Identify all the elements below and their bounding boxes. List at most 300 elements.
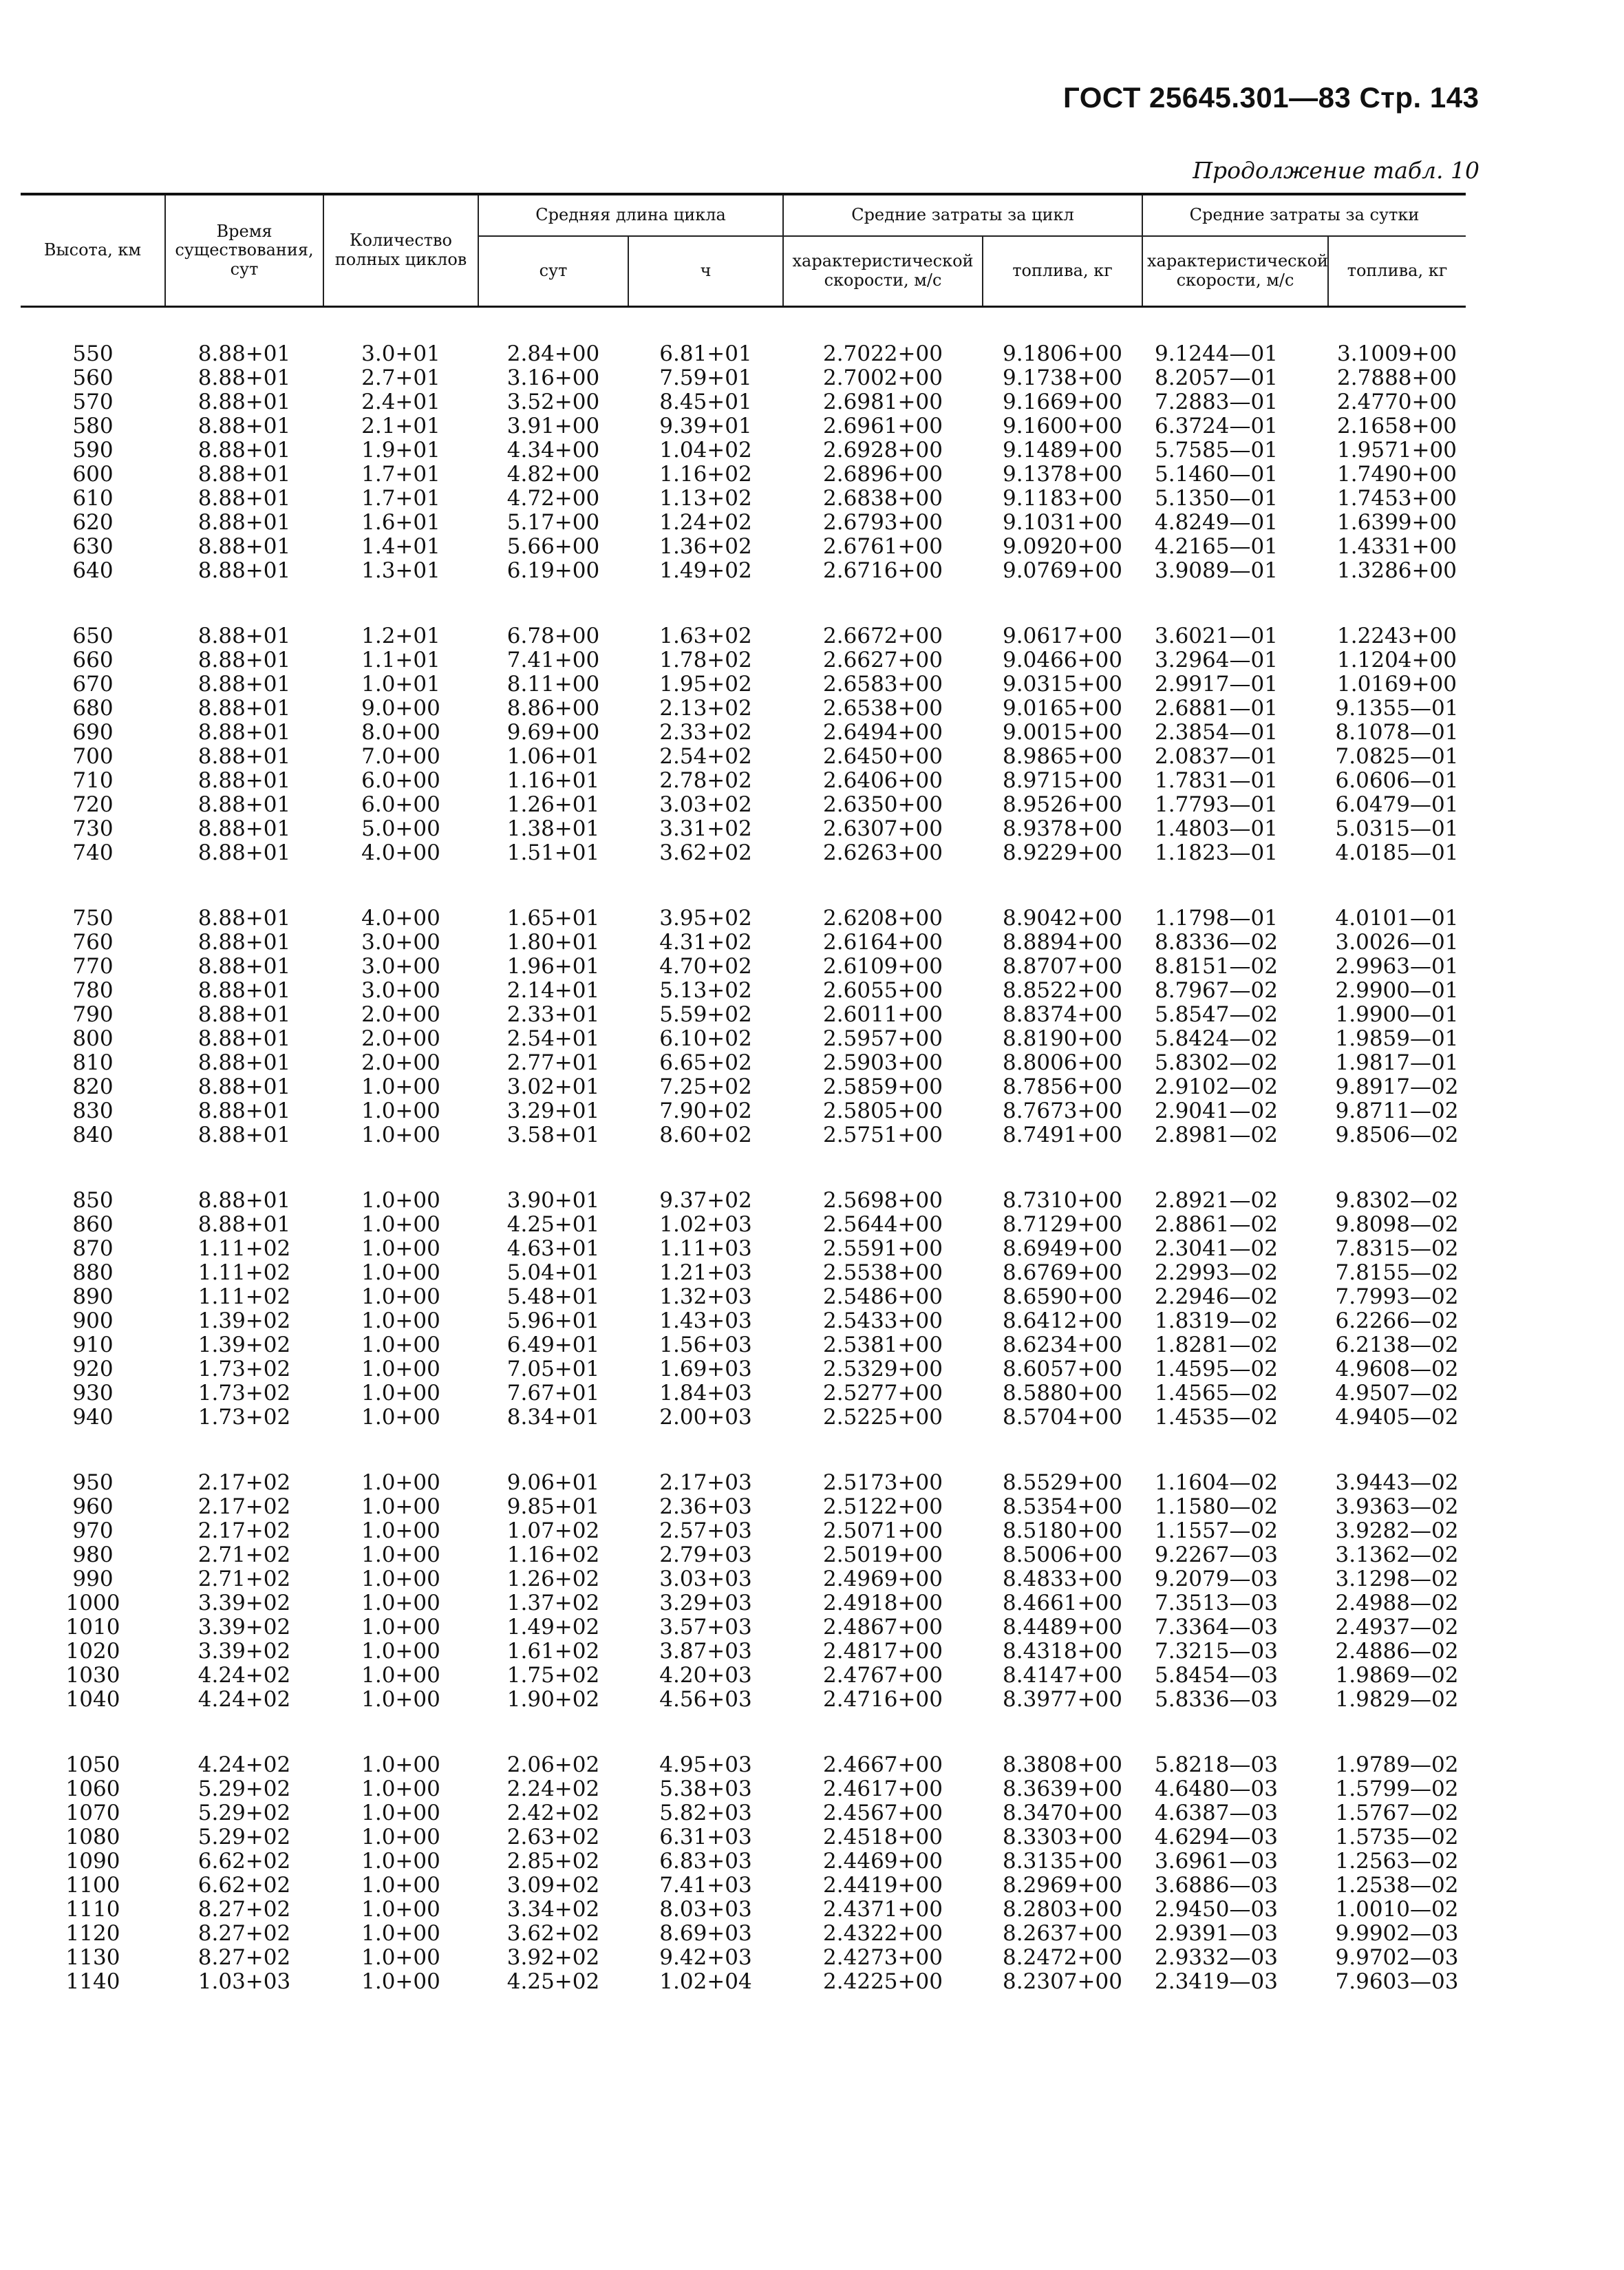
cell-lifetime: 8.88+01 bbox=[197, 930, 291, 955]
table-row bbox=[21, 1051, 1466, 1075]
cell-cycles: 1.0+00 bbox=[361, 1099, 440, 1123]
cell-lifetime: 4.24+02 bbox=[197, 1663, 291, 1688]
cell-cycle-hours: 7.90+02 bbox=[659, 1099, 752, 1123]
cell-day-char-velocity: 2.9102—02 bbox=[1155, 1074, 1278, 1099]
cell-cycle-hours: 5.13+02 bbox=[659, 978, 752, 1003]
cell-day-char-velocity: 5.1460—01 bbox=[1155, 462, 1278, 487]
table-row bbox=[21, 487, 1466, 511]
cell-cycle-fuel: 8.4318+00 bbox=[1003, 1639, 1122, 1664]
cell-day-fuel: 1.0169+00 bbox=[1337, 672, 1457, 697]
group-spacer-cell bbox=[21, 307, 1466, 343]
cell-cycle-days: 2.24+02 bbox=[506, 1776, 600, 1801]
cell-cycle-fuel: 8.2803+00 bbox=[1003, 1897, 1122, 1922]
cell-cycle-char-velocity: 2.6627+00 bbox=[823, 648, 943, 672]
cell-day-fuel: 6.0479—01 bbox=[1335, 792, 1459, 817]
cell-altitude: 930 bbox=[72, 1381, 114, 1406]
cell-day-fuel: 1.2563—02 bbox=[1335, 1849, 1459, 1874]
cell-day-fuel: 3.1009+00 bbox=[1337, 341, 1457, 366]
cell-cycle-fuel: 8.9378+00 bbox=[1003, 816, 1122, 841]
cell-cycles: 2.7+01 bbox=[361, 365, 440, 390]
cell-altitude: 800 bbox=[72, 1026, 114, 1051]
table-row bbox=[21, 1688, 1466, 1712]
cell-cycle-fuel: 8.4661+00 bbox=[1003, 1591, 1122, 1615]
cell-cycle-char-velocity: 2.5751+00 bbox=[823, 1123, 943, 1147]
table-row bbox=[21, 1922, 1466, 1946]
table-row bbox=[21, 931, 1466, 955]
table-row bbox=[21, 906, 1466, 931]
cell-day-fuel: 1.9817—01 bbox=[1335, 1050, 1459, 1075]
cell-lifetime: 8.88+01 bbox=[197, 558, 291, 583]
table-row bbox=[21, 366, 1466, 390]
cell-day-char-velocity: 5.7585—01 bbox=[1155, 438, 1278, 463]
cell-cycles: 2.0+00 bbox=[361, 1002, 440, 1027]
cell-altitude: 960 bbox=[72, 1494, 114, 1519]
cell-cycles: 4.0+00 bbox=[361, 906, 440, 931]
cell-cycle-char-velocity: 2.5071+00 bbox=[823, 1518, 943, 1543]
cell-cycle-char-velocity: 2.4716+00 bbox=[823, 1687, 943, 1712]
cell-altitude: 780 bbox=[72, 978, 114, 1003]
cell-cycle-char-velocity: 2.6793+00 bbox=[823, 510, 943, 535]
cell-cycle-hours: 1.69+03 bbox=[659, 1357, 752, 1381]
cell-day-char-velocity: 5.8336—03 bbox=[1155, 1687, 1278, 1712]
cell-cycle-char-velocity: 2.6716+00 bbox=[823, 558, 943, 583]
table-row bbox=[21, 1519, 1466, 1543]
cell-altitude: 920 bbox=[72, 1357, 114, 1381]
cell-lifetime: 8.88+01 bbox=[197, 1188, 291, 1213]
cell-altitude: 690 bbox=[72, 720, 114, 745]
cell-altitude: 1110 bbox=[65, 1897, 120, 1922]
cell-day-char-velocity: 5.8547—02 bbox=[1155, 1002, 1278, 1027]
cell-altitude: 1060 bbox=[65, 1776, 120, 1801]
cell-cycle-days: 1.90+02 bbox=[506, 1687, 600, 1712]
cell-cycle-hours: 4.95+03 bbox=[659, 1752, 752, 1777]
table-row bbox=[21, 438, 1466, 463]
cell-cycles: 1.0+00 bbox=[361, 1074, 440, 1099]
cell-cycle-fuel: 8.2637+00 bbox=[1003, 1921, 1122, 1946]
cell-cycle-hours: 1.84+03 bbox=[659, 1381, 752, 1406]
cell-cycles: 3.0+00 bbox=[361, 930, 440, 955]
cell-cycles: 2.0+00 bbox=[361, 1026, 440, 1051]
group-spacer-cell bbox=[21, 1430, 1466, 1471]
cell-cycle-days: 1.26+01 bbox=[506, 792, 600, 817]
cell-cycle-char-velocity: 2.6406+00 bbox=[823, 768, 943, 793]
cell-cycle-fuel: 8.6949+00 bbox=[1003, 1236, 1122, 1261]
cell-cycle-days: 4.25+01 bbox=[506, 1212, 600, 1237]
group-spacer-cell bbox=[21, 583, 1466, 624]
cell-day-char-velocity: 7.3364—03 bbox=[1155, 1615, 1278, 1640]
cell-lifetime: 8.88+01 bbox=[197, 978, 291, 1003]
cell-cycle-hours: 1.43+03 bbox=[659, 1308, 752, 1333]
cell-cycle-days: 1.16+01 bbox=[506, 768, 600, 793]
cell-cycle-days: 3.29+01 bbox=[506, 1099, 600, 1123]
cell-altitude: 820 bbox=[72, 1074, 114, 1099]
cell-cycle-fuel: 9.1806+00 bbox=[1003, 341, 1122, 366]
table-row bbox=[21, 1874, 1466, 1898]
cell-cycle-days: 1.80+01 bbox=[506, 930, 600, 955]
cell-cycle-hours: 8.60+02 bbox=[659, 1123, 752, 1147]
cell-altitude: 970 bbox=[72, 1518, 114, 1543]
cell-cycle-fuel: 8.8190+00 bbox=[1003, 1026, 1122, 1051]
cell-day-fuel: 9.8917—02 bbox=[1335, 1074, 1459, 1099]
cell-day-char-velocity: 1.1580—02 bbox=[1155, 1494, 1278, 1519]
cell-cycles: 1.1+01 bbox=[361, 648, 440, 672]
cell-cycle-char-velocity: 2.4469+00 bbox=[823, 1849, 943, 1874]
table-row bbox=[21, 414, 1466, 438]
header-avg-cycle-length: Средняя длина цикла bbox=[478, 194, 783, 236]
cell-cycle-fuel: 9.1183+00 bbox=[1003, 486, 1122, 511]
cell-lifetime: 8.88+01 bbox=[197, 768, 291, 793]
cell-day-char-velocity: 2.3041—02 bbox=[1155, 1236, 1278, 1261]
cell-cycle-hours: 3.31+02 bbox=[659, 816, 752, 841]
header-cycles: Количество полных циклов bbox=[323, 194, 478, 307]
table-row bbox=[21, 648, 1466, 672]
cell-cycle-days: 7.67+01 bbox=[506, 1381, 600, 1406]
cell-cycles: 1.0+00 bbox=[361, 1260, 440, 1285]
header-cycle-char-velocity: характеристической скорости, м/с bbox=[783, 236, 983, 307]
cell-lifetime: 8.88+01 bbox=[197, 816, 291, 841]
cell-altitude: 750 bbox=[72, 906, 114, 931]
cell-lifetime: 3.39+02 bbox=[197, 1591, 291, 1615]
cell-lifetime: 2.17+02 bbox=[197, 1518, 291, 1543]
cell-altitude: 1120 bbox=[65, 1921, 120, 1946]
cell-day-char-velocity: 3.9089—01 bbox=[1155, 558, 1278, 583]
cell-altitude: 760 bbox=[72, 930, 114, 955]
cell-cycles: 3.0+00 bbox=[361, 954, 440, 979]
cell-cycle-char-velocity: 2.4419+00 bbox=[823, 1873, 943, 1898]
header-day-fuel: топлива, кг bbox=[1328, 236, 1466, 307]
table-row bbox=[21, 793, 1466, 817]
cell-cycle-fuel: 8.9715+00 bbox=[1003, 768, 1122, 793]
cell-cycle-days: 4.82+00 bbox=[506, 462, 600, 487]
cell-cycle-hours: 3.29+03 bbox=[659, 1591, 752, 1615]
cell-cycle-char-velocity: 2.4225+00 bbox=[823, 1969, 943, 1994]
cell-lifetime: 8.88+01 bbox=[197, 792, 291, 817]
table-row bbox=[21, 697, 1466, 721]
cell-cycles: 2.4+01 bbox=[361, 390, 440, 414]
cell-day-fuel: 3.0026—01 bbox=[1335, 930, 1459, 955]
cell-lifetime: 8.88+01 bbox=[197, 1026, 291, 1051]
cell-cycle-days: 1.49+02 bbox=[506, 1615, 600, 1640]
table-body bbox=[21, 307, 1466, 1995]
cell-cycle-days: 9.85+01 bbox=[506, 1494, 600, 1519]
cell-day-char-velocity: 2.6881—01 bbox=[1155, 696, 1278, 721]
cell-lifetime: 8.27+02 bbox=[197, 1897, 291, 1922]
cell-altitude: 610 bbox=[72, 486, 114, 511]
cell-day-char-velocity: 2.0837—01 bbox=[1155, 744, 1278, 769]
cell-cycle-fuel: 8.8006+00 bbox=[1003, 1050, 1122, 1075]
table-row bbox=[21, 1543, 1466, 1567]
cell-day-fuel: 1.9859—01 bbox=[1335, 1026, 1459, 1051]
cell-cycle-fuel: 8.6234+00 bbox=[1003, 1333, 1122, 1357]
cell-cycles: 7.0+00 bbox=[361, 744, 440, 769]
cell-cycle-hours: 1.02+04 bbox=[659, 1969, 752, 1994]
cell-cycle-char-velocity: 2.6109+00 bbox=[823, 954, 943, 979]
cell-day-char-velocity: 2.2946—02 bbox=[1155, 1284, 1278, 1309]
cell-day-fuel: 1.5799—02 bbox=[1335, 1776, 1459, 1801]
cell-day-char-velocity: 4.2165—01 bbox=[1155, 534, 1278, 559]
cell-cycles: 1.0+00 bbox=[361, 1236, 440, 1261]
cell-altitude: 680 bbox=[72, 696, 114, 721]
cell-altitude: 1140 bbox=[65, 1969, 120, 1994]
cell-cycle-fuel: 8.9229+00 bbox=[1003, 840, 1122, 865]
cell-cycle-char-velocity: 2.6055+00 bbox=[823, 978, 943, 1003]
cell-cycle-fuel: 8.5180+00 bbox=[1003, 1518, 1122, 1543]
cell-lifetime: 2.71+02 bbox=[197, 1542, 291, 1567]
table-row bbox=[21, 1027, 1466, 1051]
header-hours: ч bbox=[628, 236, 783, 307]
cell-day-fuel: 4.9507—02 bbox=[1335, 1381, 1459, 1406]
cell-cycle-fuel: 9.0617+00 bbox=[1003, 624, 1122, 648]
cell-cycle-char-velocity: 2.5591+00 bbox=[823, 1236, 943, 1261]
cell-cycle-hours: 6.65+02 bbox=[659, 1050, 752, 1075]
cell-day-char-velocity: 2.8981—02 bbox=[1155, 1123, 1278, 1147]
cell-altitude: 850 bbox=[72, 1188, 114, 1213]
cell-cycle-fuel: 9.0769+00 bbox=[1003, 558, 1122, 583]
cell-day-fuel: 9.8506—02 bbox=[1335, 1123, 1459, 1147]
cell-day-fuel: 7.9603—03 bbox=[1335, 1969, 1459, 1994]
cell-cycle-days: 3.34+02 bbox=[506, 1897, 600, 1922]
cell-cycles: 1.7+01 bbox=[361, 486, 440, 511]
cell-cycle-days: 1.06+01 bbox=[506, 744, 600, 769]
cell-cycle-days: 2.33+01 bbox=[506, 1002, 600, 1027]
cell-cycle-char-velocity: 2.4767+00 bbox=[823, 1663, 943, 1688]
table-row bbox=[21, 1970, 1466, 1994]
group-spacer bbox=[21, 1147, 1466, 1189]
cell-cycle-char-velocity: 2.5698+00 bbox=[823, 1188, 943, 1213]
cell-cycle-fuel: 8.9042+00 bbox=[1003, 906, 1122, 931]
header-days: сут bbox=[478, 236, 628, 307]
cell-day-fuel: 7.0825—01 bbox=[1335, 744, 1459, 769]
cell-day-fuel: 1.7490+00 bbox=[1337, 462, 1457, 487]
cell-cycle-hours: 6.10+02 bbox=[659, 1026, 752, 1051]
cell-cycles: 1.0+00 bbox=[361, 1921, 440, 1946]
cell-day-fuel: 2.9963—01 bbox=[1335, 954, 1459, 979]
cell-cycle-char-velocity: 2.4371+00 bbox=[823, 1897, 943, 1922]
cell-cycles: 1.0+00 bbox=[361, 1212, 440, 1237]
cell-day-char-velocity: 7.3215—03 bbox=[1155, 1639, 1278, 1664]
cell-cycle-days: 3.62+02 bbox=[506, 1921, 600, 1946]
cell-cycle-days: 5.66+00 bbox=[506, 534, 600, 559]
cell-cycle-fuel: 9.1378+00 bbox=[1003, 462, 1122, 487]
cell-lifetime: 8.88+01 bbox=[197, 1050, 291, 1075]
cell-cycle-char-velocity: 2.4969+00 bbox=[823, 1567, 943, 1591]
cell-cycle-char-velocity: 2.6761+00 bbox=[823, 534, 943, 559]
cell-day-fuel: 6.2266—02 bbox=[1335, 1308, 1459, 1333]
cell-cycle-hours: 8.03+03 bbox=[659, 1897, 752, 1922]
cell-cycle-hours: 6.31+03 bbox=[659, 1825, 752, 1849]
cell-cycle-char-velocity: 2.6981+00 bbox=[823, 390, 943, 414]
cell-lifetime: 8.88+01 bbox=[197, 624, 291, 648]
cell-day-char-velocity: 1.4535—02 bbox=[1155, 1405, 1278, 1430]
cell-cycle-hours: 6.81+01 bbox=[659, 341, 752, 366]
cell-lifetime: 8.27+02 bbox=[197, 1921, 291, 1946]
group-spacer bbox=[21, 307, 1466, 343]
cell-cycles: 1.0+00 bbox=[361, 1123, 440, 1147]
cell-day-fuel: 4.0101—01 bbox=[1335, 906, 1459, 931]
cell-lifetime: 8.88+01 bbox=[197, 534, 291, 559]
table-row bbox=[21, 1801, 1466, 1825]
cell-lifetime: 2.71+02 bbox=[197, 1567, 291, 1591]
cell-altitude: 600 bbox=[72, 462, 114, 487]
cell-cycle-days: 9.69+00 bbox=[506, 720, 600, 745]
cell-cycle-fuel: 9.1600+00 bbox=[1003, 414, 1122, 438]
table-row bbox=[21, 1075, 1466, 1099]
cell-cycle-days: 3.92+02 bbox=[506, 1945, 600, 1970]
table-row bbox=[21, 1849, 1466, 1874]
cell-cycle-char-velocity: 2.6450+00 bbox=[823, 744, 943, 769]
cell-day-char-velocity: 8.2057—01 bbox=[1155, 365, 1278, 390]
cell-day-char-velocity: 4.8249—01 bbox=[1155, 510, 1278, 535]
cell-lifetime: 8.88+01 bbox=[197, 840, 291, 865]
cell-cycle-fuel: 9.1489+00 bbox=[1003, 438, 1122, 463]
group-spacer bbox=[21, 583, 1466, 624]
cell-altitude: 1040 bbox=[65, 1687, 120, 1712]
table-row bbox=[21, 1753, 1466, 1777]
cell-cycle-days: 3.91+00 bbox=[506, 414, 600, 438]
cell-cycle-char-velocity: 2.6672+00 bbox=[823, 624, 943, 648]
cell-cycles: 1.0+00 bbox=[361, 1567, 440, 1591]
cell-cycle-hours: 3.87+03 bbox=[659, 1639, 752, 1664]
table-row bbox=[21, 1309, 1466, 1333]
cell-cycle-fuel: 8.3470+00 bbox=[1003, 1801, 1122, 1825]
cell-cycle-char-velocity: 2.5433+00 bbox=[823, 1308, 943, 1333]
cell-lifetime: 3.39+02 bbox=[197, 1615, 291, 1640]
cell-cycle-char-velocity: 2.4918+00 bbox=[823, 1591, 943, 1615]
cell-cycles: 8.0+00 bbox=[361, 720, 440, 745]
cell-altitude: 710 bbox=[72, 768, 114, 793]
cell-cycles: 1.0+00 bbox=[361, 1639, 440, 1664]
cell-cycle-days: 3.52+00 bbox=[506, 390, 600, 414]
group-spacer bbox=[21, 1430, 1466, 1471]
cell-altitude: 650 bbox=[72, 624, 114, 648]
cell-cycle-days: 4.25+02 bbox=[506, 1969, 600, 1994]
cell-cycles: 1.0+00 bbox=[361, 1284, 440, 1309]
cell-cycle-hours: 3.03+03 bbox=[659, 1567, 752, 1591]
cell-day-char-velocity: 3.2964—01 bbox=[1155, 648, 1278, 672]
cell-day-char-velocity: 3.6961—03 bbox=[1155, 1849, 1278, 1874]
cell-cycles: 1.0+00 bbox=[361, 1687, 440, 1712]
cell-cycle-hours: 1.02+03 bbox=[659, 1212, 752, 1237]
table-row bbox=[21, 1825, 1466, 1849]
table-row bbox=[21, 1406, 1466, 1430]
cell-cycle-fuel: 8.2472+00 bbox=[1003, 1945, 1122, 1970]
cell-cycles: 1.0+00 bbox=[361, 1969, 440, 1994]
cell-day-fuel: 9.9902—03 bbox=[1335, 1921, 1459, 1946]
cell-cycle-hours: 4.70+02 bbox=[659, 954, 752, 979]
cell-day-char-velocity: 5.8302—02 bbox=[1155, 1050, 1278, 1075]
table-row bbox=[21, 745, 1466, 769]
header-lifetime: Время существования, сут bbox=[165, 194, 323, 307]
table-row bbox=[21, 1003, 1466, 1027]
cell-cycle-fuel: 8.8522+00 bbox=[1003, 978, 1122, 1003]
cell-cycle-hours: 1.16+02 bbox=[659, 462, 752, 487]
cell-cycle-fuel: 8.7310+00 bbox=[1003, 1188, 1122, 1213]
cell-cycles: 1.0+00 bbox=[361, 1381, 440, 1406]
cell-cycle-days: 5.48+01 bbox=[506, 1284, 600, 1309]
cell-cycle-hours: 4.31+02 bbox=[659, 930, 752, 955]
cell-cycle-hours: 1.32+03 bbox=[659, 1284, 752, 1309]
cell-altitude: 720 bbox=[72, 792, 114, 817]
cell-altitude: 1080 bbox=[65, 1825, 120, 1849]
cell-cycle-hours: 9.39+01 bbox=[659, 414, 752, 438]
cell-cycle-days: 7.41+00 bbox=[506, 648, 600, 672]
cell-cycles: 2.0+00 bbox=[361, 1050, 440, 1075]
cell-cycle-hours: 7.25+02 bbox=[659, 1074, 752, 1099]
cell-cycle-char-velocity: 2.5277+00 bbox=[823, 1381, 943, 1406]
group-spacer-cell bbox=[21, 1712, 1466, 1753]
cell-cycle-fuel: 8.3303+00 bbox=[1003, 1825, 1122, 1849]
cell-lifetime: 8.88+01 bbox=[197, 744, 291, 769]
cell-lifetime: 8.88+01 bbox=[197, 906, 291, 931]
cell-cycle-days: 3.58+01 bbox=[506, 1123, 600, 1147]
cell-cycle-char-velocity: 2.4867+00 bbox=[823, 1615, 943, 1640]
cell-cycle-hours: 2.54+02 bbox=[659, 744, 752, 769]
cell-cycle-fuel: 8.5529+00 bbox=[1003, 1470, 1122, 1495]
cell-cycle-char-velocity: 2.5538+00 bbox=[823, 1260, 943, 1285]
cell-cycle-hours: 2.13+02 bbox=[659, 696, 752, 721]
cell-cycle-hours: 2.33+02 bbox=[659, 720, 752, 745]
table-row bbox=[21, 1495, 1466, 1519]
cell-cycle-char-velocity: 2.6583+00 bbox=[823, 672, 943, 697]
cell-day-fuel: 1.7453+00 bbox=[1337, 486, 1457, 511]
cell-cycle-fuel: 8.3639+00 bbox=[1003, 1776, 1122, 1801]
cell-cycle-days: 7.05+01 bbox=[506, 1357, 600, 1381]
cell-altitude: 570 bbox=[72, 390, 114, 414]
group-spacer bbox=[21, 865, 1466, 906]
cell-altitude: 770 bbox=[72, 954, 114, 979]
cell-altitude: 1100 bbox=[65, 1873, 120, 1898]
cell-lifetime: 5.29+02 bbox=[197, 1801, 291, 1825]
header-altitude: Высота, км bbox=[21, 194, 165, 307]
cell-cycles: 1.0+00 bbox=[361, 1801, 440, 1825]
cell-cycles: 6.0+00 bbox=[361, 768, 440, 793]
cell-lifetime: 5.29+02 bbox=[197, 1825, 291, 1849]
cell-cycle-hours: 2.79+03 bbox=[659, 1542, 752, 1567]
cell-cycle-fuel: 8.9526+00 bbox=[1003, 792, 1122, 817]
cell-cycle-days: 1.61+02 bbox=[506, 1639, 600, 1664]
cell-day-char-velocity: 2.9450—03 bbox=[1155, 1897, 1278, 1922]
cell-cycle-fuel: 9.0920+00 bbox=[1003, 534, 1122, 559]
cell-cycles: 1.6+01 bbox=[361, 510, 440, 535]
cell-cycle-days: 1.37+02 bbox=[506, 1591, 600, 1615]
cell-cycle-days: 2.85+02 bbox=[506, 1849, 600, 1874]
cell-cycle-fuel: 9.0015+00 bbox=[1003, 720, 1122, 745]
cell-day-char-velocity: 1.1557—02 bbox=[1155, 1518, 1278, 1543]
cell-cycle-days: 1.38+01 bbox=[506, 816, 600, 841]
cell-cycle-days: 2.54+01 bbox=[506, 1026, 600, 1051]
cell-day-fuel: 1.9900—01 bbox=[1335, 1002, 1459, 1027]
cell-cycle-char-velocity: 2.4518+00 bbox=[823, 1825, 943, 1849]
cell-day-fuel: 2.4770+00 bbox=[1337, 390, 1457, 414]
cell-day-fuel: 9.1355—01 bbox=[1335, 696, 1459, 721]
cell-cycle-char-velocity: 2.5805+00 bbox=[823, 1099, 943, 1123]
table-row bbox=[21, 1777, 1466, 1801]
cell-day-char-velocity: 3.6886—03 bbox=[1155, 1873, 1278, 1898]
cell-day-char-velocity: 8.8336—02 bbox=[1155, 930, 1278, 955]
cell-altitude: 740 bbox=[72, 840, 114, 865]
cell-cycle-fuel: 8.4833+00 bbox=[1003, 1567, 1122, 1591]
table-row bbox=[21, 1333, 1466, 1357]
cell-cycle-hours: 5.59+02 bbox=[659, 1002, 752, 1027]
cell-lifetime: 1.11+02 bbox=[197, 1260, 291, 1285]
cell-day-char-velocity: 9.2079—03 bbox=[1155, 1567, 1278, 1591]
table-row bbox=[21, 841, 1466, 865]
cell-lifetime: 8.88+01 bbox=[197, 341, 291, 366]
cell-day-fuel: 9.8302—02 bbox=[1335, 1188, 1459, 1213]
cell-day-char-velocity: 1.8281—02 bbox=[1155, 1333, 1278, 1357]
cell-cycle-days: 1.51+01 bbox=[506, 840, 600, 865]
cell-cycle-days: 4.72+00 bbox=[506, 486, 600, 511]
